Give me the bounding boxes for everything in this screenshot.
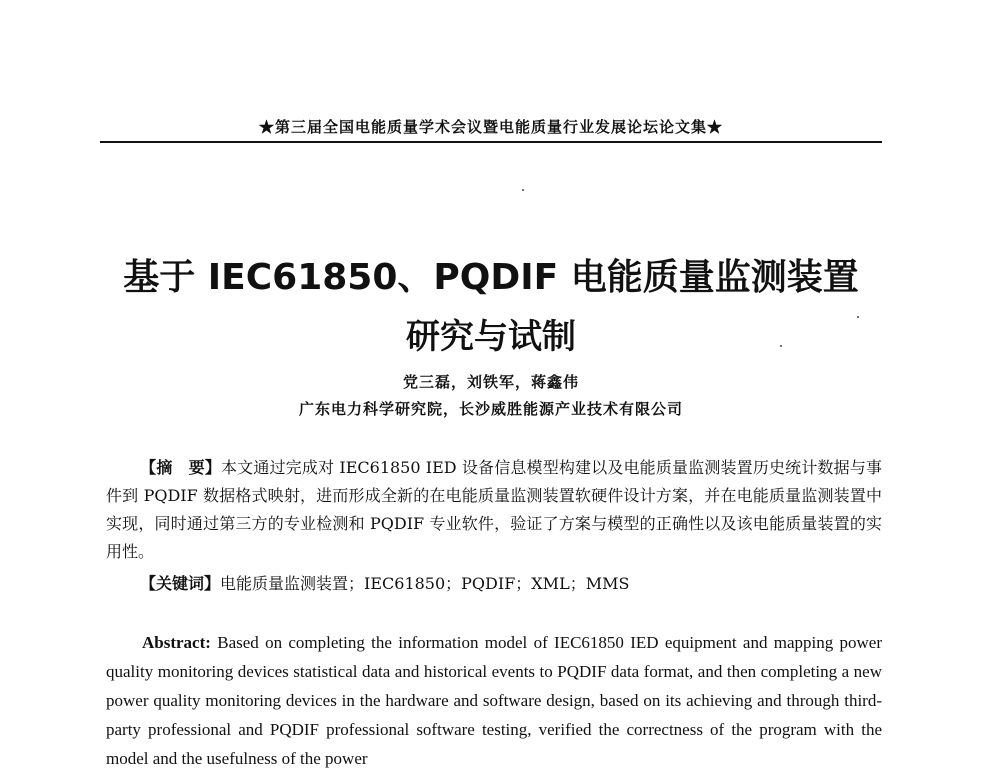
keywords-label: 【关键词】 [140,574,221,593]
conference-header: ★第三届全国电能质量学术会议暨电能质量行业发展论坛论文集★ [258,118,723,136]
keywords-text: 电能质量监测装置；IEC61850；PQDIF；XML；MMS [220,574,630,593]
header-rule [100,141,882,143]
abstract-en-label: Abstract: [142,633,211,652]
paper-title-line1: 基于 IEC61850、PQDIF 电能质量监测装置 [123,257,859,298]
english-abstract [106,628,882,773]
abstract-en-text: Based on completing the information model of IEC61850 IED equipment and mapping power quality monitoring devices statistical data and historical events to PQDIF data format, and then completing a new power quality monitoring devices in the hardware and software design, based on its achieving and through third-party professional and PQDIF professional software testing, verified the correctness of the program with the model and the usefulness of the power [106,633,883,768]
affiliations: 广东电力科学研究院，长沙威胜能源产业技术有限公司 [298,400,683,418]
paper-title-line2: 研究与试制 [406,317,576,357]
abstract-cn-text: 本文通过完成对 IEC61850 IED 设备信息模型构建以及电能质量监测装置历史统计数据与事件到 PQDIF 数据格式映射，进而形成全新的在电能质量监测装置软硬件设计方案，并在电能质量监测装置中实现，同时通过第三方的专业检测和 PQDIF 专业软件，验证了方案与模型的正确性以及该电能质量装置的实用性。 [106,458,882,561]
chinese-keywords [140,570,882,598]
abstract-cn-label: 【摘 要】 [140,458,221,477]
scan-speck [522,189,524,191]
authors: 党三磊，刘铁军，蒋鑫伟 [402,373,579,391]
chinese-abstract [106,454,882,566]
